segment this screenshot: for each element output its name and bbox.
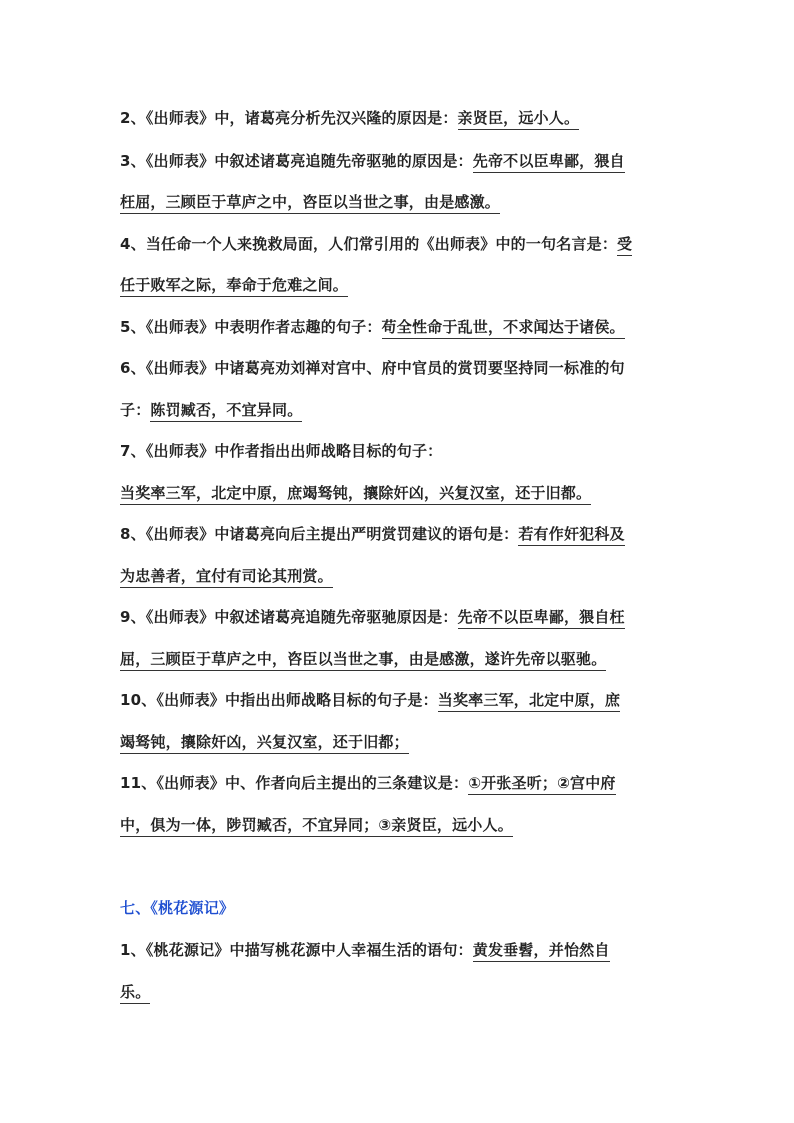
- question-text: 9、《出师表》中叙述诸葛亮追随先帝驱驰原因是：: [120, 608, 458, 626]
- answer-text: 屈，三顾臣于草庐之中，咨臣以当世之事，由是感激，遂许先帝以驱驰。: [120, 650, 606, 671]
- question-text: 2、《出师表》中，诸葛亮分析先汉兴隆的原因是：: [120, 109, 458, 127]
- section-item-1-line-1: [120, 940, 680, 960]
- question-text: 3、《出师表》中叙述诸葛亮追随先帝驱驰的原因是：: [120, 152, 473, 170]
- question-text: 7、《出师表》中作者指出出师战略目标的句子：: [120, 442, 443, 460]
- item-8-line-1: [120, 524, 680, 544]
- answer-text: 先帝不以臣卑鄙，猥自枉: [458, 608, 625, 629]
- section-item-1-line-2: [120, 982, 680, 1002]
- item-7-line-1: [120, 441, 680, 461]
- question-text: 10、《出师表》中指出出师战略目标的句子是：: [120, 691, 438, 709]
- item-11-line-1: [120, 773, 680, 793]
- item-2-line-1: [120, 108, 680, 128]
- question-text: 5、《出师表》中表明作者志趣的句子：: [120, 318, 382, 336]
- item-4-line-1: [120, 234, 680, 254]
- answer-text: 当奖率三军，北定中原，庶: [438, 691, 620, 712]
- answer-text: 先帝不以臣卑鄙，猥自: [473, 152, 625, 173]
- answer-text: 乐。: [120, 983, 150, 1004]
- question-text: 6、《出师表》中诸葛亮劝刘禅对宫中、府中官员的赏罚要坚持同一标准的句: [120, 359, 625, 377]
- item-6-line-2: [120, 400, 680, 420]
- answer-text: 中，俱为一体，陟罚臧否，不宜异同；③亲贤臣，远小人。: [120, 816, 513, 837]
- item-3-line-2: [120, 192, 680, 212]
- answer-text: 亲贤臣，远小人。: [458, 109, 580, 130]
- answer-text: 任于败军之际，奉命于危难之间。: [120, 276, 348, 297]
- answer-text: 受: [617, 235, 632, 256]
- item-9-line-1: [120, 607, 680, 627]
- item-11-line-2: [120, 815, 680, 835]
- answer-text: 竭驽钝，攘除奸凶，兴复汉室，还于旧都；: [120, 733, 409, 754]
- answer-text: 若有作奸犯科及: [518, 525, 624, 546]
- answer-text: 当奖率三军，北定中原，庶竭驽钝，攘除奸凶，兴复汉室，还于旧都。: [120, 484, 591, 505]
- answer-text: 枉屈，三顾臣于草庐之中，咨臣以当世之事，由是感激。: [120, 193, 500, 214]
- question-text: 4、当任命一个人来挽救局面，人们常引用的《出师表》中的一句名言是：: [120, 235, 618, 253]
- question-text: 11、《出师表》中、作者向后主提出的三条建议是：: [120, 774, 469, 792]
- item-10-line-2: [120, 732, 680, 752]
- item-6-line-1: [120, 358, 680, 378]
- item-8-line-2: [120, 566, 680, 586]
- answer-text: 为忠善者，宜付有司论其刑赏。: [120, 567, 333, 588]
- item-4-line-2: [120, 275, 680, 295]
- item-9-line-2: [120, 649, 680, 669]
- answer-text: ①开张圣听；②宫中府: [468, 774, 615, 795]
- question-text: 8、《出师表》中诸葛亮向后主提出严明赏罚建议的语句是：: [120, 525, 519, 543]
- question-text: 1、《桃花源记》中描写桃花源中人幸福生活的语句：: [120, 941, 473, 959]
- question-text: 子：: [120, 401, 151, 419]
- answer-text: 黄发垂髫，并怡然自: [473, 941, 610, 962]
- item-7-line-2: [120, 483, 680, 503]
- section-title: 七、《桃花源记》: [120, 899, 235, 917]
- item-10-line-1: [120, 690, 680, 710]
- item-3-line-1: [120, 151, 680, 171]
- answer-text: 苟全性命于乱世，不求闻达于诸侯。: [382, 318, 625, 339]
- answer-text: 陈罚臧否，不宜异同。: [150, 401, 302, 422]
- item-5-line-1: [120, 317, 680, 337]
